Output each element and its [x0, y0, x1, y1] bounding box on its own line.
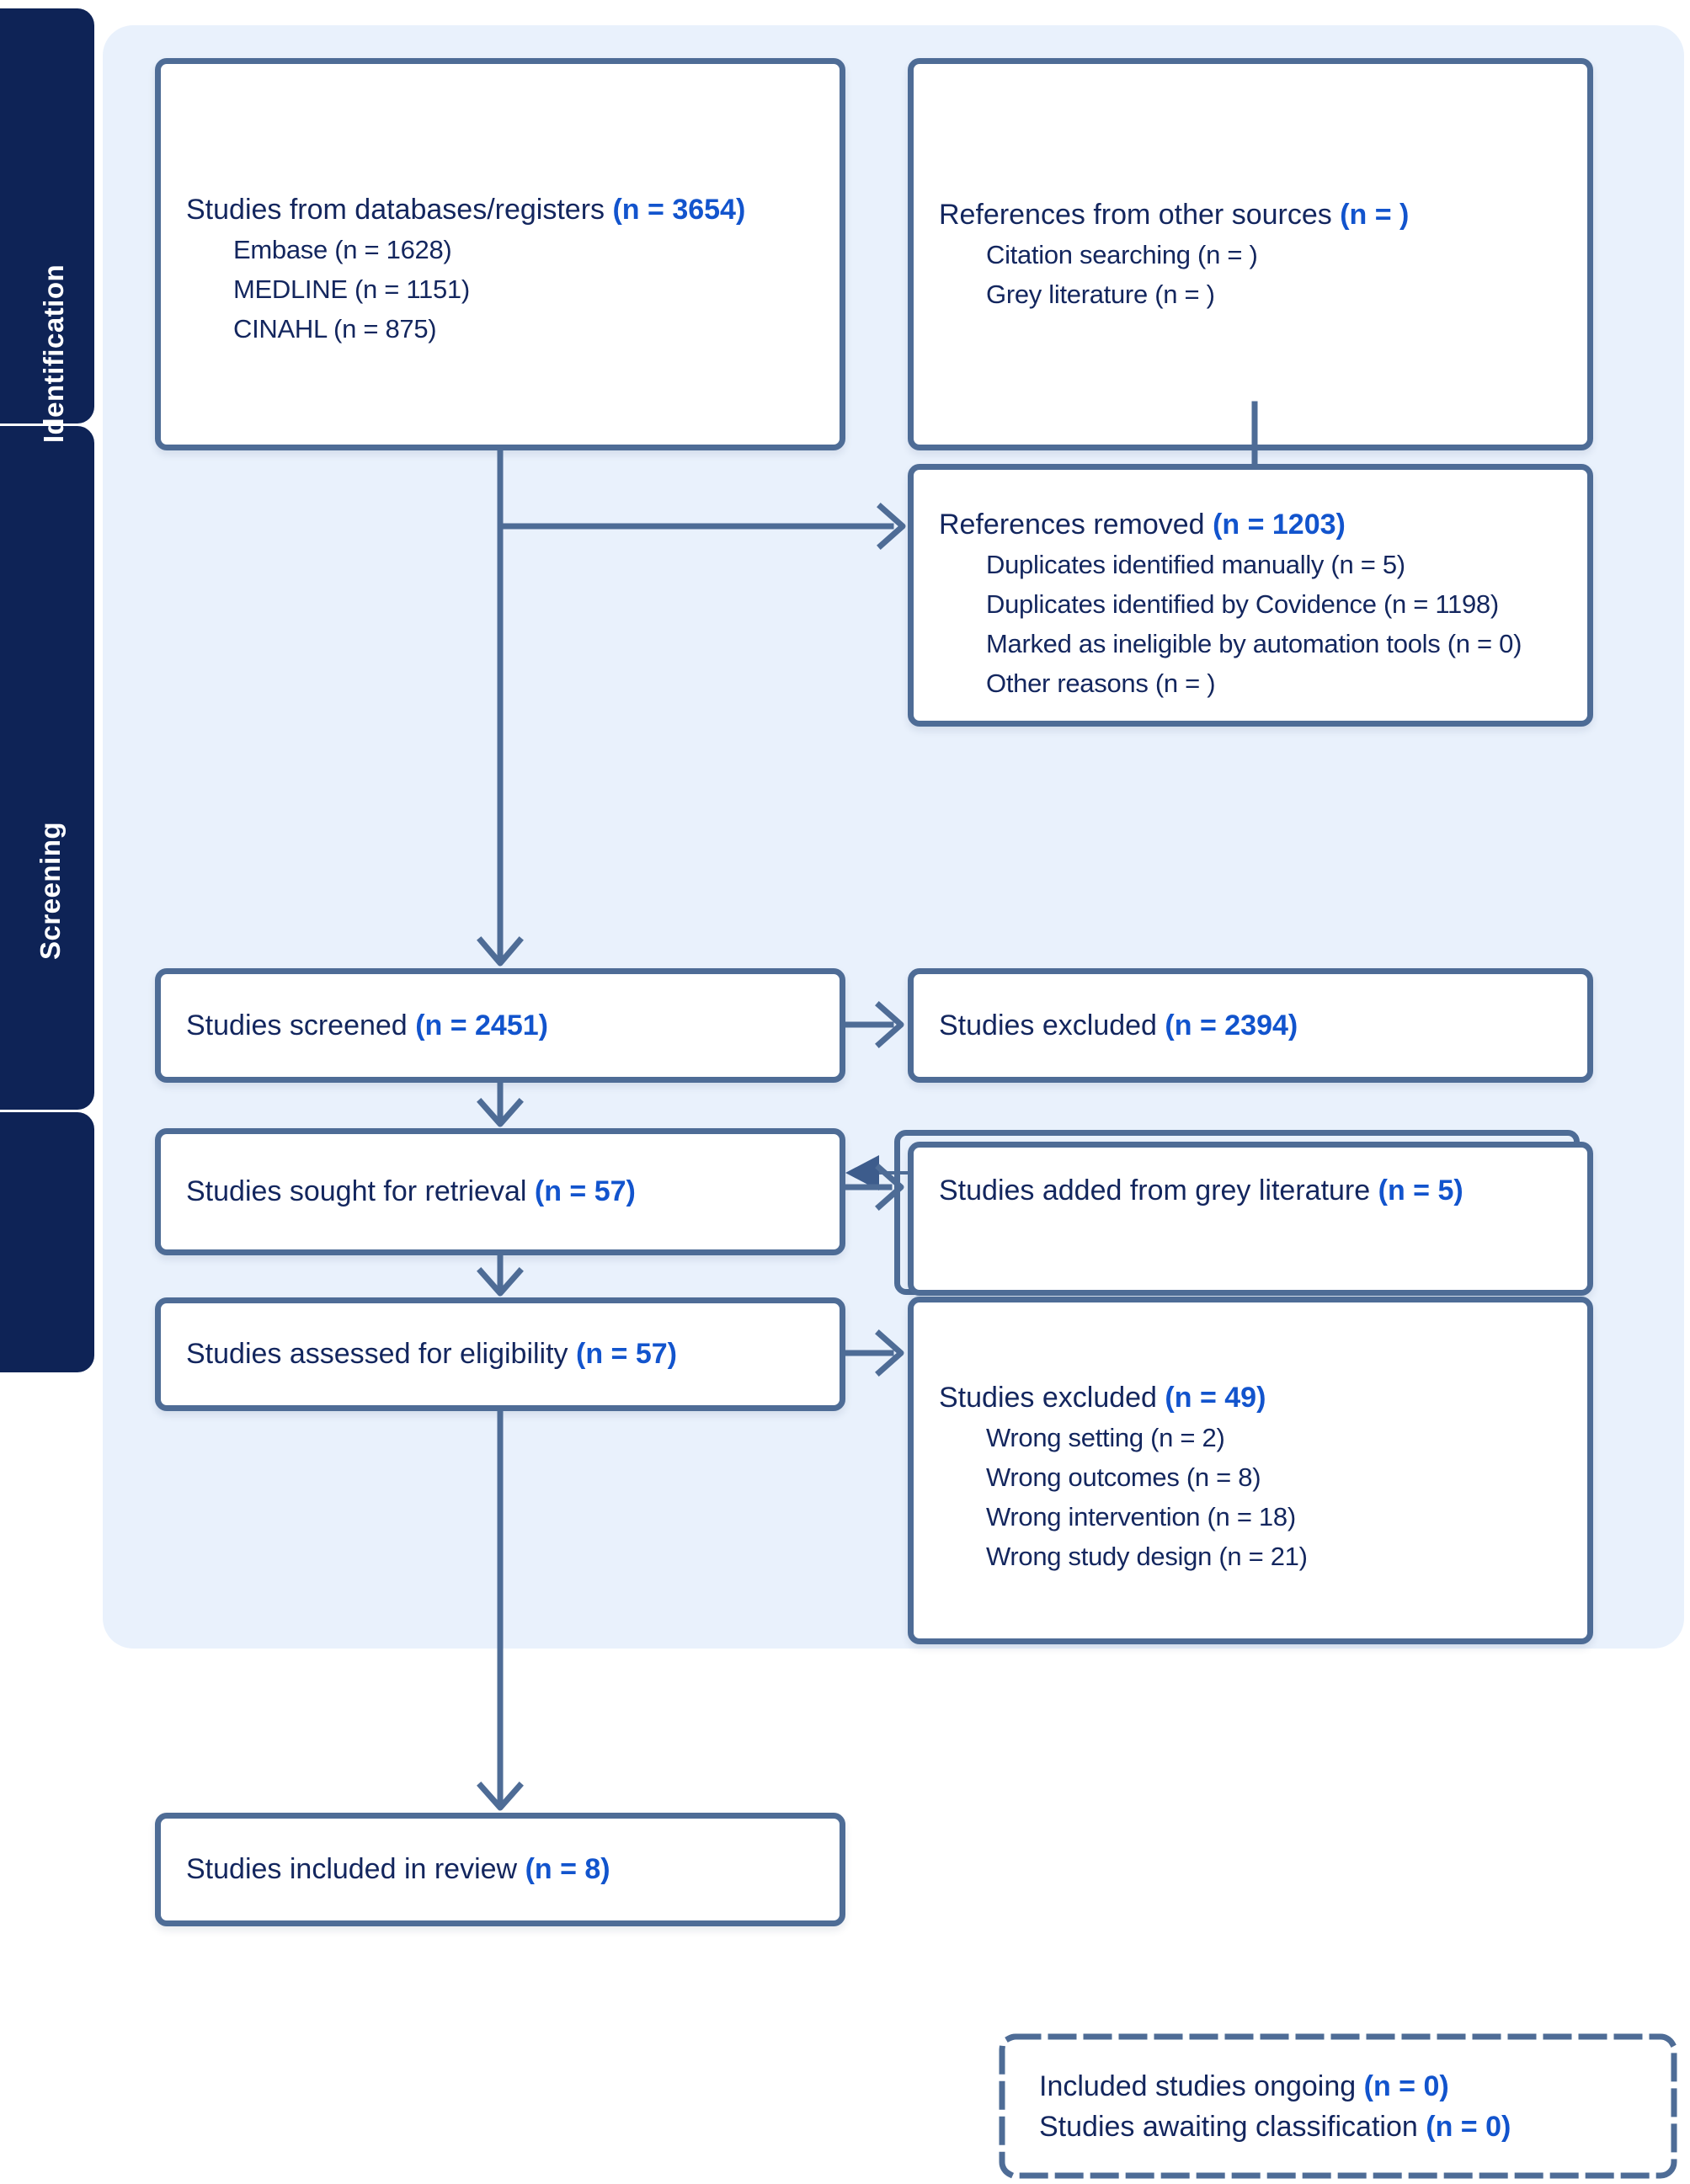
box-title [161, 1006, 840, 1046]
box-studies-screened [155, 968, 845, 1083]
list-item: Grey literature (n = ) [986, 279, 1215, 309]
box-title [914, 1171, 1587, 1211]
list-item: Marked as ineligible by automation tools (n = 0) [986, 628, 1522, 658]
title-text: Studies from databases/registers [186, 194, 605, 226]
title-count: (n = 2394) [1165, 1009, 1298, 1041]
title-text: Studies excluded [939, 1009, 1157, 1041]
arrowhead-down-included [481, 1786, 520, 1808]
list-item: Wrong study design (n = 21) [986, 1541, 1308, 1571]
sidebar-label-identification: Identification [38, 264, 69, 444]
title-count: (n = ) [1340, 198, 1410, 231]
title-text: Studies excluded [939, 1381, 1157, 1414]
title-count: (n = 49) [1165, 1381, 1266, 1414]
list-item: Citation searching (n = ) [986, 239, 1258, 269]
title-count: (n = 2451) [415, 1009, 548, 1041]
title-count: (n = 8) [525, 1853, 610, 1885]
box-studies-added-grey-literature [908, 1142, 1593, 1296]
list-item: Duplicates identified manually (n = 5) [986, 549, 1405, 579]
sidebar-section-bottom [0, 1112, 94, 1372]
box-studies-excluded-screening [908, 968, 1593, 1083]
title-count: (n = 5) [1378, 1175, 1463, 1207]
title-count: (n = 57) [576, 1338, 677, 1370]
title-text: Studies screened [186, 1009, 408, 1041]
list-item: Wrong outcomes (n = 8) [986, 1462, 1261, 1492]
ongoing-text: Included studies ongoing [1039, 2069, 1357, 2102]
ongoing-line [1002, 2066, 1674, 2107]
awaiting-text: Studies awaiting classification [1039, 2110, 1418, 2143]
box-studies-excluded-eligibility [908, 1297, 1593, 1644]
box-title [161, 1334, 840, 1374]
list-item: Embase (n = 1628) [233, 235, 452, 264]
title-count: (n = 3654) [612, 194, 746, 226]
box-title [161, 1172, 840, 1212]
box-studies-included-review [155, 1813, 845, 1926]
list-item: MEDLINE (n = 1151) [233, 274, 470, 304]
box-title [161, 1850, 840, 1889]
title-text: Studies included in review [186, 1853, 518, 1885]
list-item: Duplicates identified by Covidence (n = 1198) [986, 589, 1499, 619]
sidebar-label-screening: Screening [35, 821, 66, 961]
title-text: References removed [939, 508, 1205, 541]
box-references-removed [908, 464, 1593, 727]
box-title [914, 1378, 1587, 1418]
box-ongoing-dashed [1002, 2037, 1674, 2176]
box-studies-assessed-eligibility [155, 1297, 845, 1411]
list-item: Other reasons (n = ) [986, 668, 1216, 698]
title-count: (n = 57) [534, 1175, 636, 1207]
list-item: Wrong setting (n = 2) [986, 1422, 1225, 1452]
box-title [161, 190, 840, 230]
title-text: Studies assessed for eligibility [186, 1338, 568, 1370]
ongoing-count: (n = 0) [1363, 2069, 1449, 2102]
title-text: Studies added from grey literature [939, 1175, 1371, 1207]
box-studies-sought-retrieval [155, 1128, 845, 1255]
list-item: CINAHL (n = 875) [233, 314, 437, 344]
title-text: Studies sought for retrieval [186, 1175, 527, 1207]
box-title [914, 195, 1587, 235]
list-item: Wrong intervention (n = 18) [986, 1501, 1296, 1531]
awaiting-count: (n = 0) [1426, 2110, 1511, 2143]
box-title [914, 505, 1587, 545]
title-text: References from other sources [939, 198, 1332, 231]
box-studies-from-databases [155, 58, 845, 450]
awaiting-line [1002, 2107, 1674, 2147]
box-title [914, 1006, 1587, 1046]
title-count: (n = 1203) [1213, 508, 1346, 541]
box-references-other-sources [908, 58, 1593, 450]
